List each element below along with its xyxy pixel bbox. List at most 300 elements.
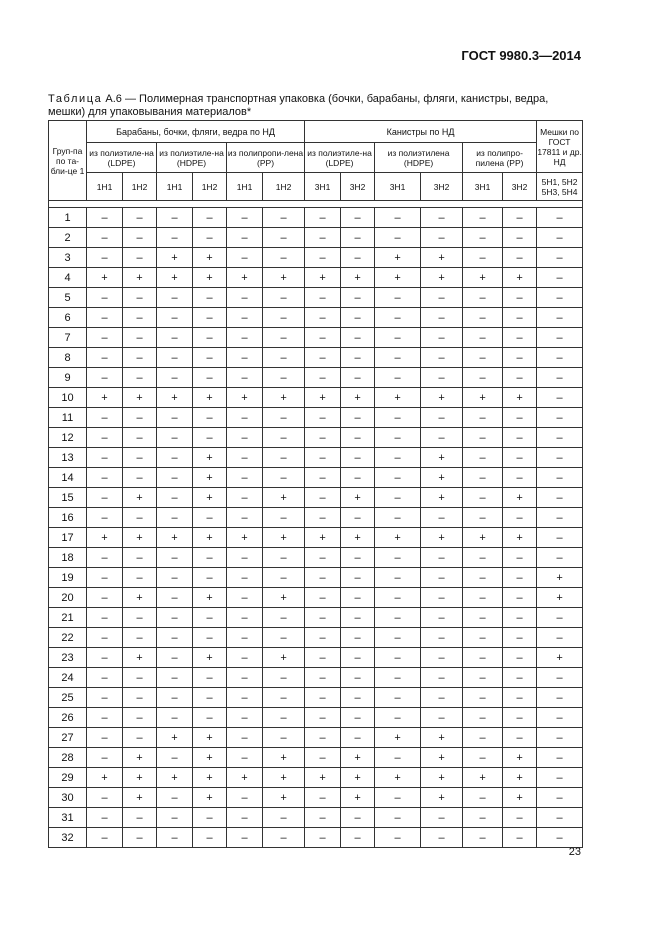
table-cell: +	[503, 388, 537, 408]
group-number-cell: 10	[49, 388, 87, 408]
table-cell: –	[227, 828, 263, 848]
table-cell: –	[87, 408, 123, 428]
material-header: из полиэтиле-на (LDPE)	[87, 143, 157, 173]
table-row	[49, 768, 583, 788]
table-cell: –	[375, 828, 421, 848]
table-cell: –	[503, 308, 537, 328]
table-cell: –	[193, 228, 227, 248]
table-cell: –	[263, 668, 305, 688]
table-row	[49, 208, 583, 228]
table-cell: –	[341, 808, 375, 828]
table-cell: –	[87, 468, 123, 488]
table-cell: –	[123, 208, 157, 228]
table-cell: +	[375, 528, 421, 548]
table-cell: –	[193, 548, 227, 568]
table-cell: –	[537, 748, 583, 768]
table-cell: –	[305, 288, 341, 308]
table-cell: –	[305, 788, 341, 808]
table-cell: –	[87, 508, 123, 528]
canisters-header: Канистры по НД	[305, 121, 537, 143]
table-cell: –	[87, 488, 123, 508]
caption-label: Таблица	[48, 93, 103, 105]
table-cell: –	[503, 348, 537, 368]
barrels-header: Барабаны, бочки, фляги, ведра по НД	[87, 121, 305, 143]
table-cell: –	[123, 428, 157, 448]
table-cell: –	[341, 208, 375, 228]
table-cell: +	[375, 388, 421, 408]
table-cell: +	[193, 468, 227, 488]
table-cell: +	[341, 788, 375, 808]
table-cell: –	[537, 408, 583, 428]
table-cell: –	[375, 588, 421, 608]
table-cell: –	[503, 568, 537, 588]
table-cell: –	[463, 488, 503, 508]
table-cell: –	[263, 708, 305, 728]
table-cell: –	[193, 308, 227, 328]
group-number-cell: 24	[49, 668, 87, 688]
table-cell: +	[123, 268, 157, 288]
table-cell: –	[193, 348, 227, 368]
table-cell: –	[227, 748, 263, 768]
table-cell: –	[305, 228, 341, 248]
group-number-cell: 13	[49, 448, 87, 468]
table-cell: –	[227, 548, 263, 568]
table-cell: –	[421, 428, 463, 448]
table-cell: +	[305, 528, 341, 548]
table-cell: –	[87, 308, 123, 328]
table-cell: –	[463, 728, 503, 748]
table-cell: –	[227, 348, 263, 368]
table-cell: –	[341, 448, 375, 468]
table-cell: –	[305, 468, 341, 488]
table-cell: +	[157, 528, 193, 548]
group-number-cell: 23	[49, 648, 87, 668]
table-cell: +	[537, 568, 583, 588]
table-cell: +	[227, 768, 263, 788]
table-cell: +	[193, 528, 227, 548]
table-cell: –	[263, 568, 305, 588]
code-header: 1Н1	[157, 173, 193, 201]
table-cell: –	[123, 688, 157, 708]
table-cell: –	[263, 628, 305, 648]
table-row	[49, 468, 583, 488]
group-number-cell: 21	[49, 608, 87, 628]
table-cell: –	[341, 428, 375, 448]
table-cell: –	[87, 248, 123, 268]
table-cell: –	[227, 708, 263, 728]
table-cell: +	[263, 768, 305, 788]
table-cell: –	[341, 828, 375, 848]
table-cell: –	[375, 748, 421, 768]
table-cell: –	[305, 828, 341, 848]
table-cell: –	[537, 288, 583, 308]
table-cell: –	[421, 308, 463, 328]
table-cell: –	[463, 828, 503, 848]
table-cell: –	[123, 308, 157, 328]
table-cell: –	[305, 748, 341, 768]
table-cell: –	[193, 328, 227, 348]
table-cell: +	[193, 588, 227, 608]
table-cell: –	[263, 308, 305, 328]
table-cell: +	[193, 488, 227, 508]
table-cell: –	[193, 368, 227, 388]
table-cell: –	[227, 328, 263, 348]
table-row	[49, 348, 583, 368]
table-cell: –	[123, 608, 157, 628]
table-cell: –	[463, 208, 503, 228]
table-cell: –	[157, 368, 193, 388]
table-cell: –	[123, 408, 157, 428]
table-cell: –	[87, 648, 123, 668]
table-cell: –	[157, 348, 193, 368]
table-cell: –	[263, 348, 305, 368]
table-cell: –	[463, 288, 503, 308]
code-header: 3Н1	[463, 173, 503, 201]
table-cell: –	[305, 568, 341, 588]
table-cell: –	[227, 508, 263, 528]
table-cell: –	[193, 288, 227, 308]
group-number-cell: 17	[49, 528, 87, 548]
table-cell: –	[537, 348, 583, 368]
table-cell: +	[341, 268, 375, 288]
table-cell: –	[87, 828, 123, 848]
table-row	[49, 608, 583, 628]
table-cell: –	[87, 548, 123, 568]
table-cell: –	[193, 208, 227, 228]
table-cell: –	[157, 468, 193, 488]
table-cell: –	[123, 448, 157, 468]
table-row	[49, 288, 583, 308]
table-cell: –	[463, 468, 503, 488]
group-number-cell: 27	[49, 728, 87, 748]
table-row	[49, 708, 583, 728]
table-cell: –	[463, 248, 503, 268]
table-cell: –	[537, 708, 583, 728]
table-cell: +	[341, 768, 375, 788]
table-cell: –	[341, 708, 375, 728]
table-cell: –	[263, 328, 305, 348]
group-number-cell: 6	[49, 308, 87, 328]
table-cell: –	[341, 668, 375, 688]
table-cell: –	[341, 228, 375, 248]
table-cell: –	[157, 828, 193, 848]
table-cell: –	[503, 508, 537, 528]
table-cell: +	[227, 528, 263, 548]
table-cell: –	[341, 648, 375, 668]
table-cell: –	[421, 408, 463, 428]
group-number-cell: 8	[49, 348, 87, 368]
table-cell: –	[341, 568, 375, 588]
table-cell: +	[421, 268, 463, 288]
table-cell: –	[263, 728, 305, 748]
table-cell: –	[305, 488, 341, 508]
table-cell: –	[227, 208, 263, 228]
table-cell: –	[123, 328, 157, 348]
table-cell: –	[503, 368, 537, 388]
code-header: 3Н2	[421, 173, 463, 201]
table-cell: –	[537, 228, 583, 248]
table-cell: –	[421, 508, 463, 528]
table-cell: +	[503, 528, 537, 548]
table-cell: –	[87, 628, 123, 648]
table-row	[49, 688, 583, 708]
table-cell: –	[341, 548, 375, 568]
table-cell: –	[305, 548, 341, 568]
table-cell: –	[503, 648, 537, 668]
table-cell: –	[157, 628, 193, 648]
table-cell: –	[463, 308, 503, 328]
table-cell: –	[227, 728, 263, 748]
table-cell: –	[123, 668, 157, 688]
table-cell: –	[227, 228, 263, 248]
table-cell: –	[537, 428, 583, 448]
table-cell: –	[375, 788, 421, 808]
table-cell: +	[341, 528, 375, 548]
table-cell: –	[375, 668, 421, 688]
table-cell: –	[263, 508, 305, 528]
code-header: 1Н2	[193, 173, 227, 201]
table-cell: –	[421, 808, 463, 828]
table-cell: –	[157, 488, 193, 508]
table-cell: +	[123, 768, 157, 788]
table-cell: –	[341, 288, 375, 308]
bags-codes-header: 5Н1, 5Н2 5Н3, 5Н4	[537, 173, 583, 201]
table-cell: +	[463, 388, 503, 408]
table-cell: –	[227, 468, 263, 488]
table-cell: –	[341, 408, 375, 428]
table-cell: +	[421, 788, 463, 808]
table-cell: –	[463, 808, 503, 828]
table-cell: –	[421, 668, 463, 688]
table-cell: +	[421, 748, 463, 768]
group-number-cell: 12	[49, 428, 87, 448]
table-cell: –	[87, 808, 123, 828]
table-cell: –	[537, 388, 583, 408]
table-cell: +	[463, 768, 503, 788]
table-cell: –	[157, 448, 193, 468]
table-cell: –	[305, 408, 341, 428]
table-cell: –	[305, 668, 341, 688]
table-row	[49, 748, 583, 768]
table-cell: +	[341, 388, 375, 408]
table-cell: –	[463, 788, 503, 808]
code-header: 3Н1	[305, 173, 341, 201]
group-number-cell: 14	[49, 468, 87, 488]
table-cell: –	[123, 288, 157, 308]
material-header: из полипропи-лена (PP)	[227, 143, 305, 173]
table-cell: –	[375, 508, 421, 528]
table-cell: –	[263, 808, 305, 828]
table-row	[49, 588, 583, 608]
table-cell: +	[123, 648, 157, 668]
table-cell: –	[193, 688, 227, 708]
table-cell: –	[421, 588, 463, 608]
table-cell: –	[87, 348, 123, 368]
table-cell: –	[305, 648, 341, 668]
table-cell: –	[305, 208, 341, 228]
table-cell: –	[375, 688, 421, 708]
table-cell: –	[305, 308, 341, 328]
table-cell: –	[305, 688, 341, 708]
material-header: из полипро-пилена (PP)	[463, 143, 537, 173]
table-cell: –	[305, 348, 341, 368]
table-cell: –	[463, 568, 503, 588]
table-cell: –	[375, 368, 421, 388]
group-header: Груп-па по та-бли-це 1	[49, 121, 87, 201]
table-cell: –	[421, 228, 463, 248]
table-cell: –	[463, 688, 503, 708]
table-cell: –	[305, 608, 341, 628]
table-caption	[48, 93, 588, 119]
table-cell: –	[463, 368, 503, 388]
table-cell: –	[421, 348, 463, 368]
table-cell: +	[421, 248, 463, 268]
table-cell: –	[463, 328, 503, 348]
table-cell: +	[263, 588, 305, 608]
table-cell: –	[421, 568, 463, 588]
table-cell: –	[305, 248, 341, 268]
table-row	[49, 408, 583, 428]
table-cell: –	[503, 728, 537, 748]
table-cell: +	[421, 448, 463, 468]
table-row	[49, 488, 583, 508]
table-cell: +	[123, 488, 157, 508]
table-cell: –	[305, 628, 341, 648]
table-cell: +	[421, 388, 463, 408]
table-cell: –	[341, 328, 375, 348]
table-cell: +	[193, 388, 227, 408]
table-cell: –	[375, 628, 421, 648]
table-cell: –	[193, 508, 227, 528]
table-cell: –	[421, 828, 463, 848]
table-row	[49, 528, 583, 548]
table-cell: –	[87, 728, 123, 748]
table-cell: –	[193, 428, 227, 448]
table-cell: +	[375, 728, 421, 748]
table-row	[49, 308, 583, 328]
table-cell: –	[375, 328, 421, 348]
table-cell: –	[227, 588, 263, 608]
table-cell: –	[463, 748, 503, 768]
table-cell: –	[463, 628, 503, 648]
table-cell: –	[193, 628, 227, 648]
table-row	[49, 428, 583, 448]
group-number-cell: 1	[49, 208, 87, 228]
group-number-cell: 18	[49, 548, 87, 568]
table-cell: –	[157, 548, 193, 568]
group-number-cell: 30	[49, 788, 87, 808]
table-row	[49, 668, 583, 688]
table-cell: –	[463, 428, 503, 448]
table-row	[49, 268, 583, 288]
table-cell: +	[341, 748, 375, 768]
table-cell: –	[375, 448, 421, 468]
table-row	[49, 368, 583, 388]
table-cell: –	[123, 348, 157, 368]
table-cell: +	[375, 768, 421, 788]
table-cell: –	[227, 648, 263, 668]
table-cell: –	[227, 808, 263, 828]
table-cell: –	[305, 508, 341, 528]
table-cell: –	[193, 568, 227, 588]
table-cell: –	[123, 548, 157, 568]
table-cell: –	[421, 628, 463, 648]
table-cell: –	[193, 808, 227, 828]
table-cell: –	[87, 788, 123, 808]
group-number-cell: 28	[49, 748, 87, 768]
table-cell: +	[537, 588, 583, 608]
material-header: из полиэтиле-на (LDPE)	[305, 143, 375, 173]
table-cell: –	[341, 348, 375, 368]
table-cell: +	[463, 528, 503, 548]
table-cell: –	[421, 288, 463, 308]
table-cell: +	[123, 528, 157, 548]
table-cell: –	[537, 548, 583, 568]
table-cell: –	[421, 328, 463, 348]
table-cell: +	[503, 788, 537, 808]
table-cell: –	[463, 588, 503, 608]
table-cell: –	[227, 368, 263, 388]
table-cell: –	[463, 708, 503, 728]
table-cell: –	[87, 608, 123, 628]
table-cell: –	[375, 228, 421, 248]
table-cell: –	[375, 568, 421, 588]
table-cell: –	[341, 608, 375, 628]
table-cell: +	[157, 768, 193, 788]
table-cell: –	[503, 228, 537, 248]
table-cell: +	[375, 248, 421, 268]
table-cell: –	[537, 788, 583, 808]
table-cell: –	[157, 708, 193, 728]
table-cell: –	[375, 348, 421, 368]
table-cell: +	[193, 768, 227, 788]
table-cell: +	[227, 268, 263, 288]
table-cell: +	[421, 468, 463, 488]
table-cell: –	[157, 328, 193, 348]
table-cell: –	[227, 628, 263, 648]
table-cell: –	[87, 288, 123, 308]
table-cell: –	[263, 448, 305, 468]
table-cell: –	[123, 508, 157, 528]
table-cell: –	[537, 628, 583, 648]
table-cell: –	[421, 648, 463, 668]
table-cell: –	[463, 228, 503, 248]
table-row	[49, 788, 583, 808]
table-cell: –	[503, 288, 537, 308]
packaging-table	[48, 120, 583, 848]
code-header: 1Н2	[123, 173, 157, 201]
table-cell: +	[421, 528, 463, 548]
table-cell: –	[421, 708, 463, 728]
table-cell: –	[421, 368, 463, 388]
code-header: 1Н2	[263, 173, 305, 201]
table-cell: –	[537, 828, 583, 848]
table-cell: –	[463, 648, 503, 668]
table-cell: –	[537, 528, 583, 548]
table-cell: +	[193, 788, 227, 808]
code-header: 1Н1	[227, 173, 263, 201]
table-cell: –	[123, 248, 157, 268]
group-number-cell: 9	[49, 368, 87, 388]
table-body	[49, 208, 583, 848]
table-cell: –	[87, 368, 123, 388]
table-cell: –	[87, 568, 123, 588]
table-cell: –	[537, 688, 583, 708]
table-cell: –	[375, 548, 421, 568]
table-cell: +	[503, 768, 537, 788]
table-cell: –	[305, 588, 341, 608]
table-cell: –	[341, 248, 375, 268]
